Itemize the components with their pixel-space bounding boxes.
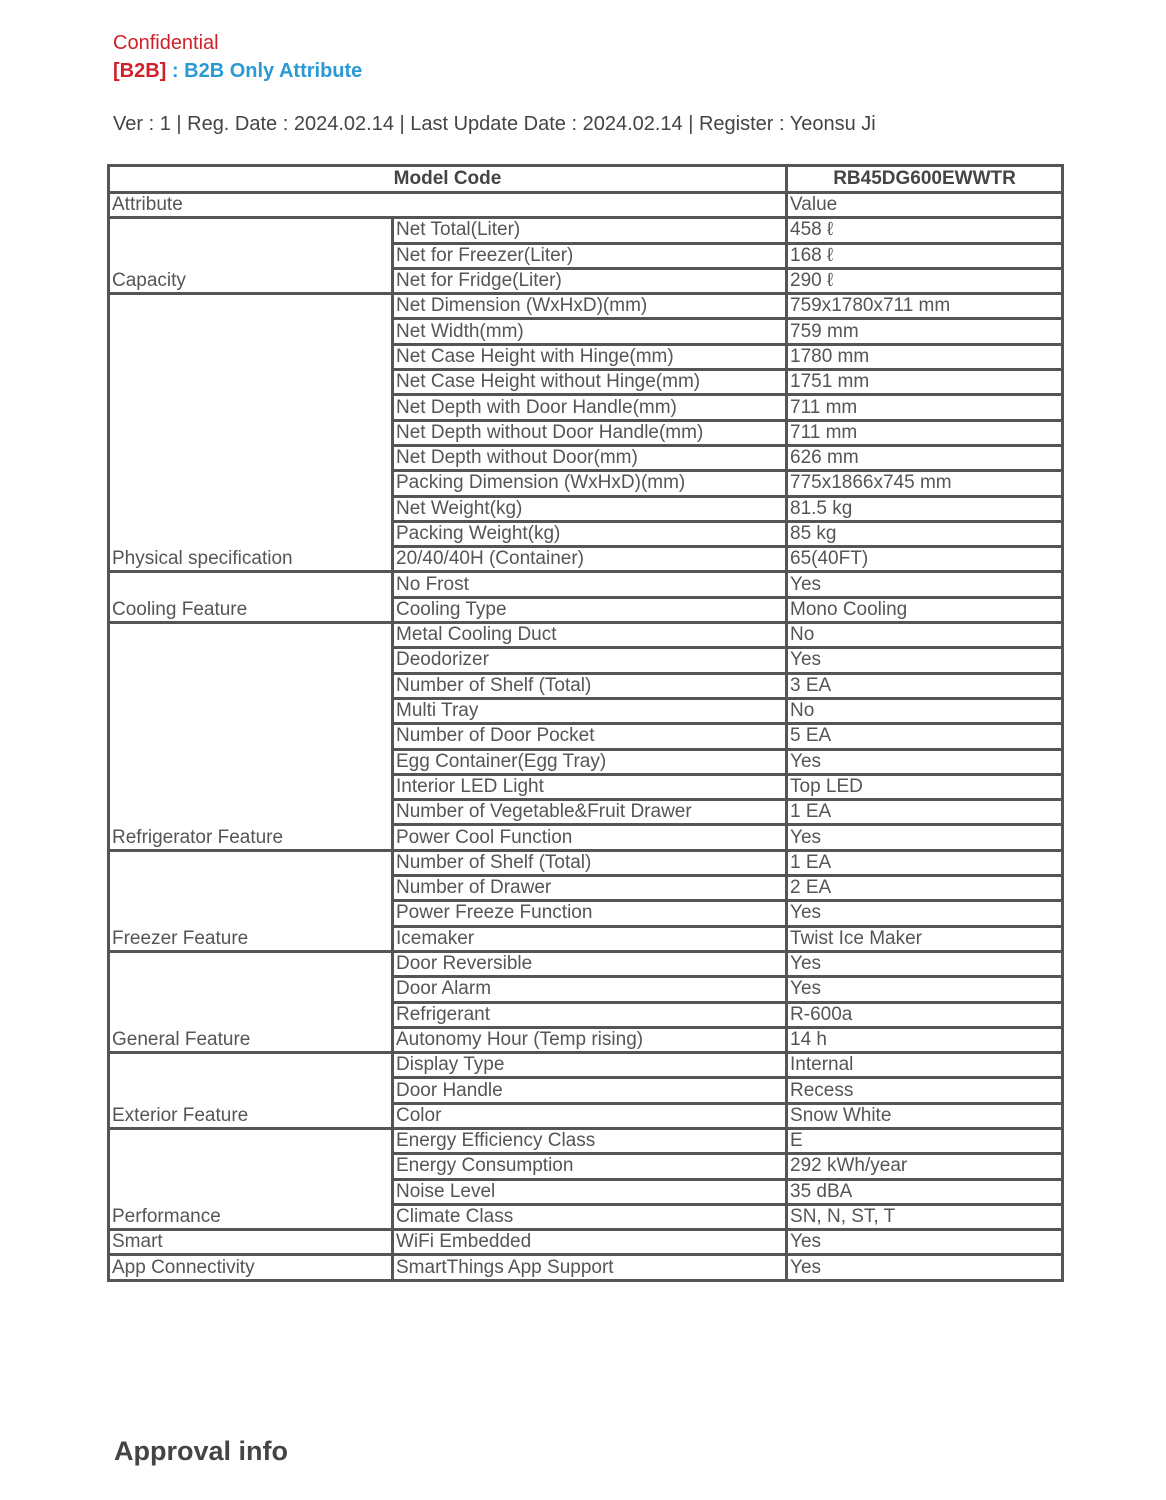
table-row xyxy=(109,1230,1063,1255)
value-header: Value xyxy=(787,193,1063,218)
attribute-cell: Color xyxy=(393,1103,787,1128)
attribute-cell: Power Cool Function xyxy=(393,825,787,850)
b2b-label: B2B Only Attribute xyxy=(184,60,363,82)
category-cell: Cooling Feature xyxy=(109,572,393,623)
model-code-row xyxy=(109,166,1063,193)
category-cell: Physical specification xyxy=(109,294,393,572)
attribute-cell: Number of Shelf (Total) xyxy=(393,850,787,875)
b2b-separator: : xyxy=(166,60,185,82)
value-cell: 759x1780x711 mm xyxy=(787,294,1063,319)
attribute-cell: Metal Cooling Duct xyxy=(393,623,787,648)
attribute-cell: Net Depth with Door Handle(mm) xyxy=(393,395,787,420)
attribute-cell: Net Dimension (WxHxD)(mm) xyxy=(393,294,787,319)
value-cell: Top LED xyxy=(787,774,1063,799)
value-cell: Mono Cooling xyxy=(787,597,1063,622)
category-cell: App Connectivity xyxy=(109,1255,393,1280)
attribute-cell: Net Total(Liter) xyxy=(393,218,787,243)
value-cell: 1 EA xyxy=(787,850,1063,875)
category-cell: Freezer Feature xyxy=(109,850,393,951)
attribute-header-row xyxy=(109,193,1063,218)
value-cell: 1 EA xyxy=(787,800,1063,825)
attribute-cell: Energy Efficiency Class xyxy=(393,1128,787,1153)
value-cell: 168 ℓ xyxy=(787,243,1063,268)
attribute-cell: Net Depth without Door Handle(mm) xyxy=(393,420,787,445)
attribute-cell: Number of Shelf (Total) xyxy=(393,673,787,698)
value-cell: 1780 mm xyxy=(787,344,1063,369)
value-cell: 292 kWh/year xyxy=(787,1154,1063,1179)
value-cell: SN, N, ST, T xyxy=(787,1204,1063,1229)
approval-info-heading: Approval info xyxy=(114,1436,288,1466)
attribute-cell: Icemaker xyxy=(393,926,787,951)
attribute-cell: Net Width(mm) xyxy=(393,319,787,344)
confidential-label: Confidential xyxy=(113,32,219,54)
value-cell: Yes xyxy=(787,951,1063,976)
value-cell: 759 mm xyxy=(787,319,1063,344)
attribute-cell: Door Handle xyxy=(393,1078,787,1103)
b2b-tag: [B2B] xyxy=(113,60,167,82)
value-cell: 85 kg xyxy=(787,521,1063,546)
attribute-cell: Refrigerant xyxy=(393,1002,787,1027)
value-cell: 3 EA xyxy=(787,673,1063,698)
value-cell: Yes xyxy=(787,648,1063,673)
version-meta: Ver : 1 | Reg. Date : 2024.02.14 | Last Update Date : 2024.02.14 | Register : Yeonsu Ji xyxy=(113,113,876,135)
attribute-cell: No Frost xyxy=(393,572,787,597)
attribute-cell: Autonomy Hour (Temp rising) xyxy=(393,1027,787,1052)
category-cell: Refrigerator Feature xyxy=(109,623,393,851)
value-cell: E xyxy=(787,1128,1063,1153)
attribute-cell: Energy Consumption xyxy=(393,1154,787,1179)
attribute-cell: Number of Vegetable&Fruit Drawer xyxy=(393,800,787,825)
value-cell: 458 ℓ xyxy=(787,218,1063,243)
spec-table xyxy=(107,164,1064,1282)
attribute-cell: Packing Dimension (WxHxD)(mm) xyxy=(393,471,787,496)
attribute-cell: Climate Class xyxy=(393,1204,787,1229)
attribute-cell: Net Weight(kg) xyxy=(393,496,787,521)
attribute-cell: Net Case Height with Hinge(mm) xyxy=(393,344,787,369)
attribute-cell: SmartThings App Support xyxy=(393,1255,787,1280)
attribute-cell: Packing Weight(kg) xyxy=(393,521,787,546)
attribute-cell: Multi Tray xyxy=(393,698,787,723)
value-cell: 626 mm xyxy=(787,445,1063,470)
attribute-cell: Number of Drawer xyxy=(393,876,787,901)
attribute-cell: Number of Door Pocket xyxy=(393,724,787,749)
value-cell: Yes xyxy=(787,825,1063,850)
category-cell: Capacity xyxy=(109,218,393,294)
category-cell: Performance xyxy=(109,1128,393,1229)
value-cell: Yes xyxy=(787,1230,1063,1255)
attribute-cell: Net for Freezer(Liter) xyxy=(393,243,787,268)
table-row xyxy=(109,218,1063,243)
value-cell: 775x1866x745 mm xyxy=(787,471,1063,496)
value-cell: 711 mm xyxy=(787,395,1063,420)
value-cell: Snow White xyxy=(787,1103,1063,1128)
value-cell: No xyxy=(787,623,1063,648)
value-cell: 65(40FT) xyxy=(787,547,1063,572)
model-code-label: Model Code xyxy=(109,166,787,193)
value-cell: Yes xyxy=(787,1255,1063,1280)
value-cell: 81.5 kg xyxy=(787,496,1063,521)
attribute-cell: Net for Fridge(Liter) xyxy=(393,268,787,293)
attribute-cell: Net Case Height without Hinge(mm) xyxy=(393,370,787,395)
attribute-cell: Power Freeze Function xyxy=(393,901,787,926)
attribute-cell: Noise Level xyxy=(393,1179,787,1204)
value-cell: 2 EA xyxy=(787,876,1063,901)
attribute-cell: Door Alarm xyxy=(393,977,787,1002)
value-cell: 35 dBA xyxy=(787,1179,1063,1204)
value-cell: Yes xyxy=(787,977,1063,1002)
value-cell: Recess xyxy=(787,1078,1063,1103)
table-row xyxy=(109,1255,1063,1280)
category-cell: General Feature xyxy=(109,951,393,1052)
value-cell: Yes xyxy=(787,572,1063,597)
attribute-cell: Door Reversible xyxy=(393,951,787,976)
b2b-notice xyxy=(113,60,362,83)
table-row xyxy=(109,1128,1063,1153)
value-cell: Internal xyxy=(787,1053,1063,1078)
value-cell: No xyxy=(787,698,1063,723)
table-row xyxy=(109,1053,1063,1078)
value-cell: 290 ℓ xyxy=(787,268,1063,293)
table-row xyxy=(109,951,1063,976)
value-cell: Yes xyxy=(787,749,1063,774)
table-row xyxy=(109,294,1063,319)
table-row xyxy=(109,572,1063,597)
attribute-cell: Display Type xyxy=(393,1053,787,1078)
model-code-value: RB45DG600EWWTR xyxy=(787,166,1063,193)
attribute-cell: Net Depth without Door(mm) xyxy=(393,445,787,470)
value-cell: 14 h xyxy=(787,1027,1063,1052)
attribute-cell: Interior LED Light xyxy=(393,774,787,799)
attribute-cell: Cooling Type xyxy=(393,597,787,622)
attribute-cell: Deodorizer xyxy=(393,648,787,673)
category-cell: Exterior Feature xyxy=(109,1053,393,1129)
table-row xyxy=(109,623,1063,648)
value-cell: 5 EA xyxy=(787,724,1063,749)
attribute-cell: WiFi Embedded xyxy=(393,1230,787,1255)
attribute-header: Attribute xyxy=(109,193,787,218)
value-cell: 711 mm xyxy=(787,420,1063,445)
category-cell: Smart xyxy=(109,1230,393,1255)
value-cell: R-600a xyxy=(787,1002,1063,1027)
value-cell: 1751 mm xyxy=(787,370,1063,395)
value-cell: Yes xyxy=(787,901,1063,926)
table-row xyxy=(109,850,1063,875)
attribute-cell: Egg Container(Egg Tray) xyxy=(393,749,787,774)
attribute-cell: 20/40/40H (Container) xyxy=(393,547,787,572)
value-cell: Twist Ice Maker xyxy=(787,926,1063,951)
